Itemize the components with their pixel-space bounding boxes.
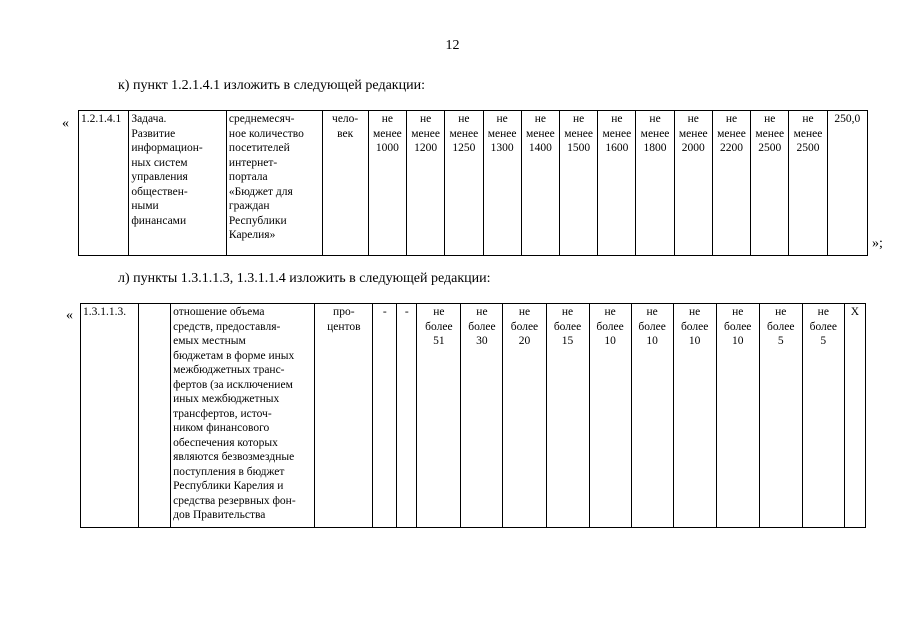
value-cell <box>521 111 559 256</box>
cell-line: иных межбюджетных <box>173 393 280 405</box>
cell-line: 10 <box>646 335 658 347</box>
cell-line: более <box>553 320 582 333</box>
value-cell <box>598 111 636 256</box>
value-cell <box>461 304 503 528</box>
cell-line: 1200 <box>414 142 438 154</box>
cell-line: посетителей <box>228 142 290 154</box>
cell-line: 1500 <box>567 142 591 154</box>
cell-line: ными <box>131 200 159 212</box>
cell-line: не <box>534 113 546 125</box>
section-l-heading: л) пункты 1.3.1.1.3, 1.3.1.1.4 изложить в следующей редакции: <box>118 271 491 286</box>
section-k-close-quote: »; <box>872 236 883 251</box>
value-cell <box>368 111 406 256</box>
cell-line: более <box>425 320 453 333</box>
section-l-table <box>80 303 866 528</box>
cell-line: Развитие <box>131 127 176 140</box>
value-cell <box>483 111 521 256</box>
cell-line: менее <box>602 127 632 140</box>
cell-line: ником финансового <box>173 422 270 434</box>
cell-line: более <box>596 320 624 333</box>
indicator-cell <box>171 304 315 528</box>
cell-line: чело- <box>332 113 359 125</box>
cell-line: про- <box>333 306 355 318</box>
cell-line: более <box>767 320 795 333</box>
cell-line: не <box>611 113 623 125</box>
section-k-open-quote: « <box>62 116 69 131</box>
cell-line: «Бюджет для <box>228 185 293 198</box>
cell-line: не <box>518 306 531 318</box>
page-number: 12 <box>445 38 460 53</box>
cell-line: 10 <box>731 335 744 347</box>
cell-line: не <box>604 306 616 318</box>
cell-line: ное количество <box>228 127 304 140</box>
cell-line: менее <box>564 127 593 140</box>
cell-line: более <box>468 320 496 333</box>
value-cell <box>559 111 597 256</box>
cell-line: средства резервных фон- <box>173 494 296 507</box>
cell-line: не <box>775 306 787 318</box>
cell-line: не <box>732 306 744 318</box>
cell-line: не <box>496 113 508 125</box>
cell-line: дов Правительства <box>173 509 266 521</box>
value-cell <box>674 111 712 256</box>
cell-line: 20 <box>518 335 531 347</box>
table-row <box>79 111 868 256</box>
value-cell <box>631 304 673 528</box>
cell-line: более <box>680 320 709 333</box>
cell-line: информацион- <box>131 142 203 154</box>
total-cell: 250,0 <box>827 111 867 256</box>
section-l-open-quote: « <box>66 308 73 323</box>
value-cell <box>673 304 716 528</box>
cell-line: 1600 <box>605 142 629 154</box>
cell-line: более <box>724 320 752 333</box>
cell-line: не <box>381 113 394 125</box>
indicator-cell <box>226 111 322 256</box>
cell-line: не <box>725 113 738 125</box>
cell-line: граждан <box>228 200 270 212</box>
dash-cell: - <box>397 304 417 528</box>
table-row <box>81 304 866 528</box>
cell-line: 2500 <box>758 142 782 154</box>
section-k-heading: к) пункт 1.2.1.4.1 изложить в следующей редакции: <box>118 78 425 93</box>
cell-line: финансами <box>131 214 187 227</box>
value-cell <box>751 111 789 256</box>
value-cell <box>636 111 674 256</box>
cell-line: менее <box>411 127 441 140</box>
cell-line: 2000 <box>681 142 705 154</box>
cell-line: центов <box>327 320 361 333</box>
value-cell <box>789 111 827 256</box>
cell-line: не <box>476 306 488 318</box>
cell-line: 51 <box>433 335 445 347</box>
value-cell <box>759 304 802 528</box>
cell-line: более <box>510 320 539 333</box>
cell-line: менее <box>487 127 517 140</box>
cell-line: являются безвозмездные <box>173 451 295 463</box>
value-cell <box>712 111 750 256</box>
cell-line: бюджетам в форме иных <box>173 349 295 362</box>
dash-cell: - <box>373 304 397 528</box>
value-cell <box>417 304 461 528</box>
code-cell: 1.3.1.1.3. <box>81 304 139 528</box>
cell-line: не <box>687 113 699 125</box>
cell-line: более <box>638 320 666 333</box>
cell-line: 5 <box>777 335 784 347</box>
section-k-table <box>78 110 868 256</box>
cell-line: не <box>420 113 432 125</box>
unit-cell <box>322 111 368 256</box>
code-cell: 1.2.1.4.1 <box>79 111 129 256</box>
cell-line: менее <box>525 127 555 140</box>
cell-line: 2500 <box>796 142 820 154</box>
value-cell <box>802 304 844 528</box>
cell-line: менее <box>449 127 479 140</box>
cell-line: Республики Карелия и <box>173 480 284 492</box>
cell-line: Республики <box>228 214 287 227</box>
cell-line: 15 <box>561 335 574 347</box>
cell-line: 30 <box>476 335 488 347</box>
cell-line: не <box>802 113 814 125</box>
cell-line: портала <box>228 171 268 183</box>
cell-line: менее <box>678 127 708 140</box>
cell-line: не <box>561 306 574 318</box>
cell-line: фертов (за исключением <box>173 378 293 391</box>
value-cell <box>445 111 483 256</box>
cell-line: менее <box>755 127 785 140</box>
value-cell <box>503 304 546 528</box>
cell-line: менее <box>640 127 670 140</box>
task-cell <box>129 111 227 256</box>
cell-line: поступления в бюджет <box>173 465 285 478</box>
cell-line: ных систем <box>131 156 188 169</box>
cell-line: не <box>649 113 661 125</box>
cell-line: менее <box>793 127 823 140</box>
cell-line: обществен- <box>131 185 188 198</box>
cell-line: Карелия» <box>228 229 276 241</box>
cell-line: средств, предоставля- <box>173 320 281 333</box>
cell-line: 1000 <box>375 142 399 154</box>
value-cell <box>407 111 445 256</box>
cell-line: интернет- <box>228 156 278 169</box>
value-cell <box>589 304 631 528</box>
unit-cell <box>315 304 373 528</box>
cell-line: обеспечения которых <box>173 436 278 449</box>
cell-line: не <box>817 306 829 318</box>
cell-line: менее <box>717 127 746 140</box>
cell-line: 5 <box>820 335 827 347</box>
cell-line: не <box>458 113 470 125</box>
cell-line: Задача. <box>131 113 167 125</box>
cell-line: среднемесяч- <box>228 113 295 125</box>
cell-line: 10 <box>688 335 701 347</box>
cell-line: отношение объема <box>173 306 265 318</box>
value-cell <box>546 304 589 528</box>
cell-line: управления <box>131 171 188 183</box>
cell-line: 1300 <box>490 142 514 154</box>
cell-line: емых местным <box>173 335 246 347</box>
cell-line: 10 <box>604 335 616 347</box>
cell-line: 2200 <box>720 142 744 154</box>
cell-line: не <box>646 306 658 318</box>
cell-line: 1400 <box>528 142 552 154</box>
cell-line: не <box>689 306 701 318</box>
cell-line: более <box>809 320 837 333</box>
cell-line: менее <box>373 127 402 140</box>
cell-line: 1250 <box>452 142 476 154</box>
cell-line: трансфертов, источ- <box>173 407 272 420</box>
cell-line: век <box>337 127 354 140</box>
cell-line: не <box>572 113 585 125</box>
empty-cell <box>139 304 171 528</box>
cell-line: межбюджетных транс- <box>173 364 285 376</box>
cell-line: не <box>764 113 776 125</box>
value-cell <box>716 304 759 528</box>
last-cell: X <box>844 304 865 528</box>
cell-line: 1800 <box>643 142 667 154</box>
cell-line: не <box>433 306 445 318</box>
